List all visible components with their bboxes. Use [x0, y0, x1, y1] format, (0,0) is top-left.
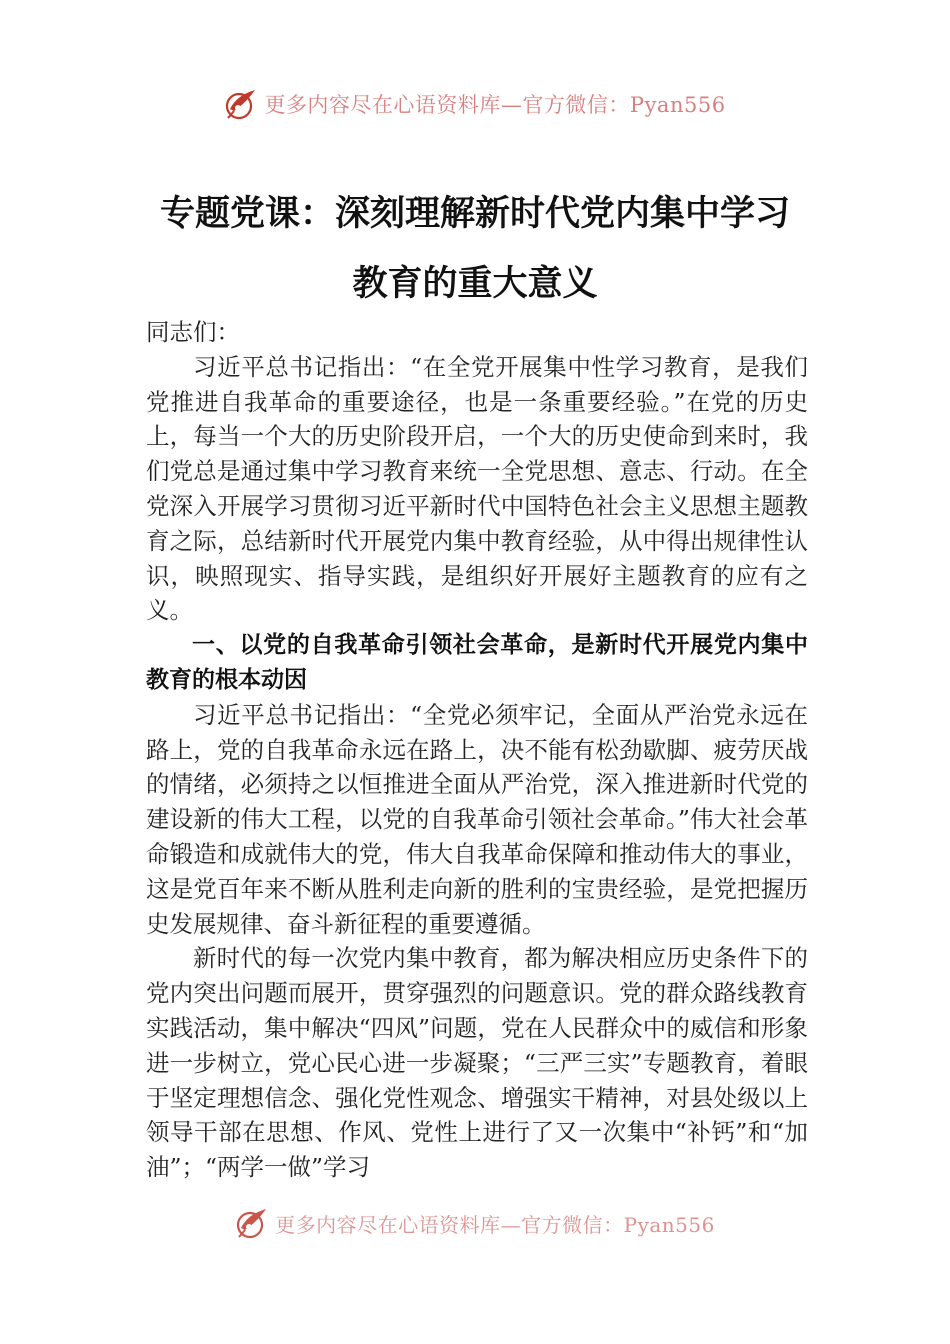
body-paragraph-1: 习近平总书记指出：“在全党开展集中性学习教育，是我们党推进自我革命的重要途径，也是一条重要经验。”在党的历史上，每当一个大的历史阶段开启，一个大的历史使命到来时，我们党总是通过集中学习教育来统一全党思想、意志、行动。在全党深入开展学习贯彻习近平新时代中国特色社会主义思想主题教育之际，总结新时代开展党内集中教育经验，从中得出规律性认识，映照现实、指导实践，是组织好开展好主题教育的应有之义。 — [146, 352, 808, 625]
document-title-line-1: 专题党课：深刻理解新时代党内集中学习 — [159, 193, 790, 234]
header-banner-text[interactable]: 更多内容尽在心语资料库—官方微信：Pyan556 — [264, 93, 726, 117]
header-banner — [0, 84, 950, 124]
document-body-viewport — [130, 315, 830, 1210]
footer-banner-text[interactable]: 更多内容尽在心语资料库—官方微信：Pyan556 — [275, 1212, 715, 1237]
body-paragraph-2: 习近平总书记指出：“全党必须牢记，全面从严治党永远在路上，党的自我革命永远在路上，决不能有松劲歇脚、疲劳厌战的情绪，必须持之以恒推进全面从严治党，深入推进新时代党的建设新的伟大工程，以党的自我革命引领社会革命。”伟大社会革命锻造和成就伟大的党，伟大自我革命保障和推动伟大的事业，这是党百年来不断从胜利走向新的胜利的宝贵经验，是党把握历史发展规律、奋斗新征程的重要遵循。 — [146, 700, 808, 938]
salutation: 同志们： — [146, 318, 240, 346]
document-body — [146, 315, 808, 1185]
section-heading-1: 一、以党的自我革命引领社会革命，是新时代开展党内集中教育的根本动因 — [146, 632, 808, 693]
document-title-line-2: 教育的重大意义 — [352, 263, 598, 304]
quill-logo-icon — [224, 87, 258, 121]
quill-logo-icon — [235, 1206, 269, 1240]
body-paragraph-3: 新时代的每一次党内集中教育，都为解决相应历史条件下的党内突出问题而展开，贯穿强烈的问题意识。党的群众路线教育实践活动，集中解决“四风”问题，党在人民群众中的威信和形象进一步树立，党心民心进一步凝聚；“三严三实”专题教育，着眼于坚定理想信念、强化党性观念、增强实干精神，对县处级以上领导干部在思想、作风、党性上进行了又一次集中“补钙”和“加油”；“两学一做”学习 — [146, 944, 808, 1182]
footer-banner — [0, 1206, 950, 1240]
